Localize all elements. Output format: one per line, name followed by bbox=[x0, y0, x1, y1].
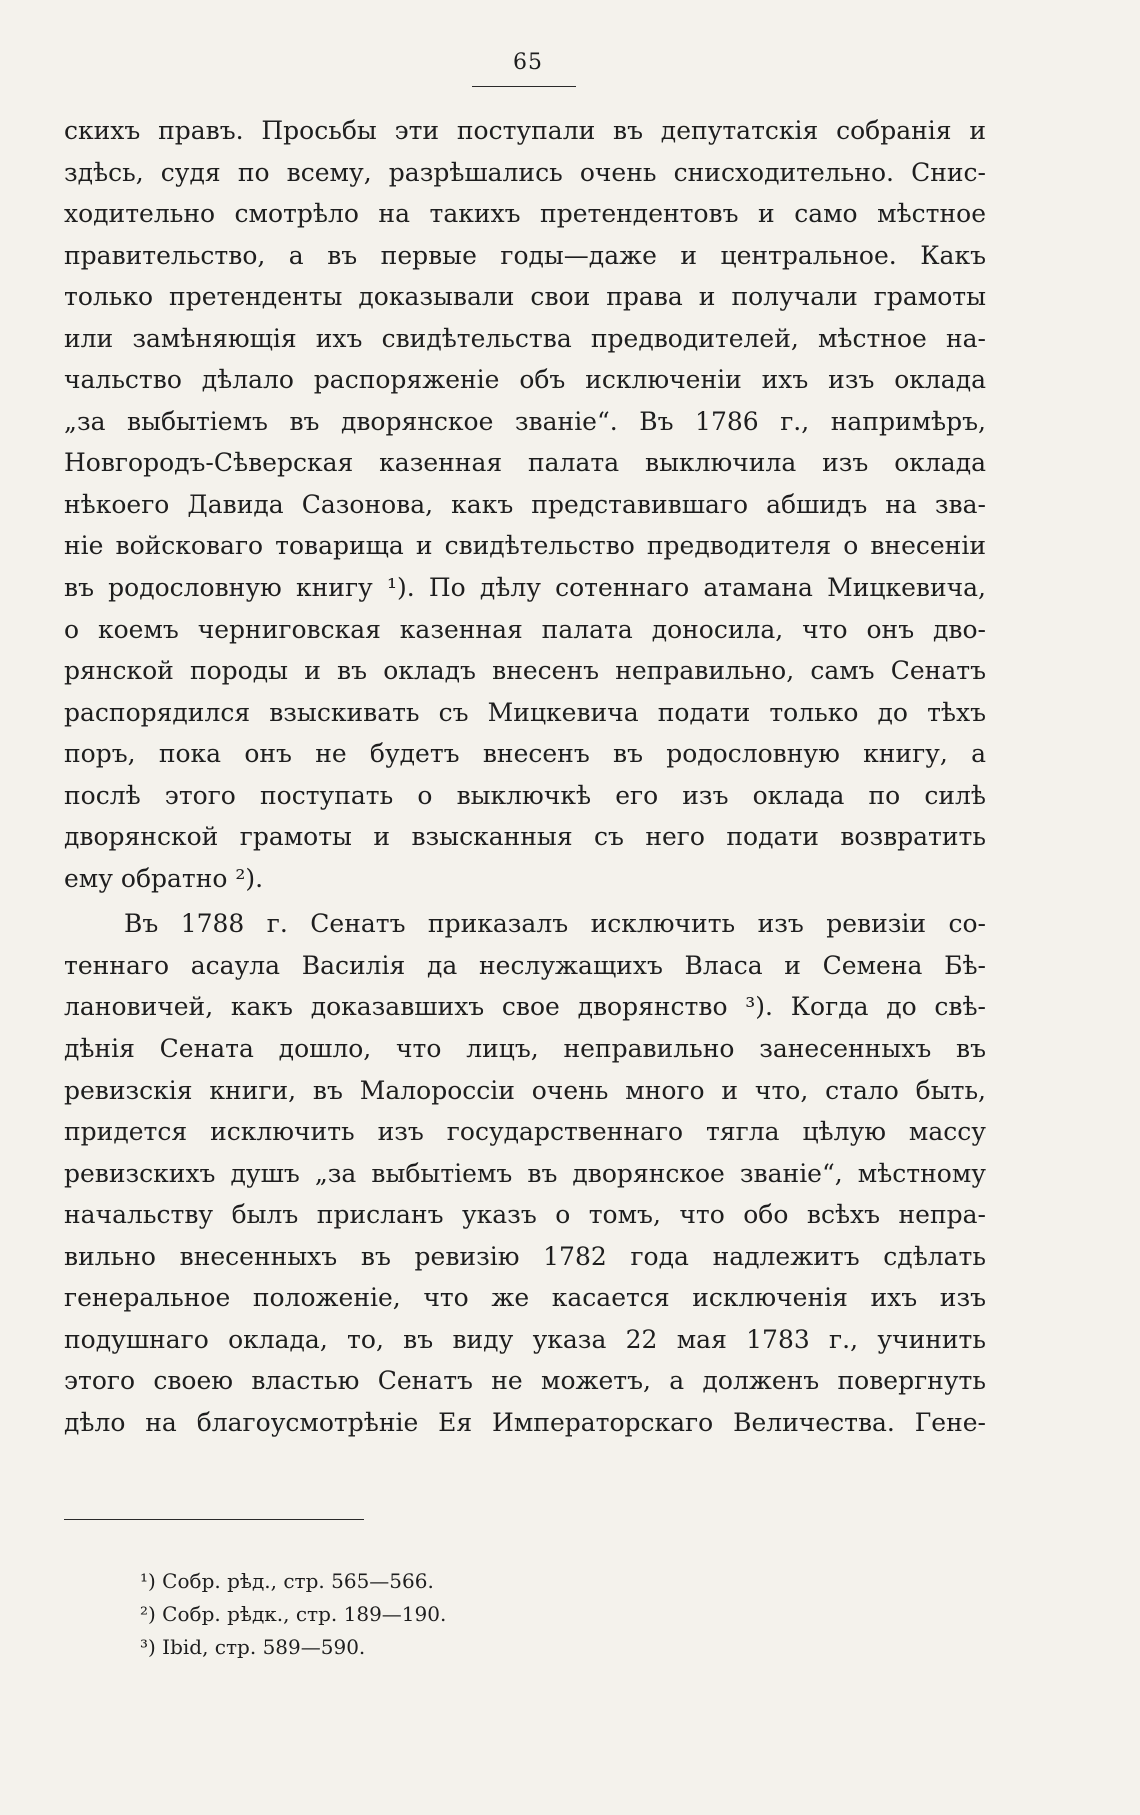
footnote: ³) Ibid, стр. 589—590. bbox=[140, 1635, 366, 1659]
text-line: распорядился взыскивать съ Мицкевича подати только до тѣхъ bbox=[64, 697, 986, 727]
text-line: вильно внесенныхъ въ ревизію 1782 года надлежитъ сдѣлать bbox=[64, 1241, 986, 1271]
text-line: этого своею властью Сенатъ не можетъ, а долженъ повергнуть bbox=[64, 1366, 986, 1396]
text-line: дѣло на благоусмотрѣніе Ея Императорскаго Величества. Гене- bbox=[64, 1407, 986, 1437]
text-line: подушнаго оклада, то, въ виду указа 22 мая 1783 г., учинить bbox=[64, 1324, 986, 1354]
footnote-separator bbox=[64, 1519, 364, 1520]
text-line: ніе войсковаго товарища и свидѣтельство предводителя о внесеніи bbox=[64, 531, 986, 561]
text-line: лановичей, какъ доказавшихъ свое дворянство ³). Когда до свѣ- bbox=[64, 992, 986, 1022]
text-line: теннаго асаула Василія да неслужащихъ Власа и Семена Бѣ- bbox=[64, 950, 986, 980]
text-line: ходительно смотрѣло на такихъ претендентовъ и само мѣстное bbox=[64, 199, 986, 229]
text-line: дѣнія Сената дошло, что лицъ, неправильно занесенныхъ въ bbox=[64, 1034, 986, 1064]
text-line: ревизскихъ душъ „за выбытіемъ въ дворянское званіе“, мѣстному bbox=[64, 1158, 986, 1188]
text-line: рянской породы и въ окладъ внесенъ неправильно, самъ Сенатъ bbox=[64, 656, 986, 686]
text-line: нѣкоего Давида Сазонова, какъ представившаго абшидъ на зва- bbox=[64, 489, 986, 519]
text-line: поръ, пока онъ не будетъ внесенъ въ родословную книгу, а bbox=[64, 739, 986, 769]
text-line: здѣсь, судя по всему, разрѣшались очень снисходительно. Снис- bbox=[64, 157, 986, 187]
text-line: генеральное положеніе, что же касается исключенія ихъ изъ bbox=[64, 1283, 986, 1313]
page-number-rule bbox=[472, 86, 576, 87]
text-line: о коемъ черниговская казенная палата доносила, что онъ дво- bbox=[64, 614, 986, 644]
text-line: скихъ правъ. Просьбы эти поступали въ депутатскія собранія и bbox=[64, 116, 986, 145]
text-line: начальству былъ присланъ указъ о томъ, что обо всѣхъ непра- bbox=[64, 1200, 986, 1230]
text-line: чальство дѣлало распоряженіе объ исключеніи ихъ изъ оклада bbox=[64, 365, 986, 395]
footnote: ²) Собр. рѣдк., стр. 189—190. bbox=[140, 1602, 447, 1626]
text-line: ему обратно ²). bbox=[64, 863, 264, 893]
text-line: только претенденты доказывали свои права и получали грамоты bbox=[64, 282, 986, 312]
page-number: 65 bbox=[513, 50, 543, 75]
text-line: Новгородъ-Сѣверская казенная палата выключила изъ оклада bbox=[64, 448, 986, 478]
text-line: дворянской грамоты и взысканныя съ него подати возвратить bbox=[64, 822, 986, 852]
text-line: „за выбытіемъ въ дворянское званіе“. Въ 1786 г., напримѣръ, bbox=[64, 406, 986, 436]
text-line: придется исключить изъ государственнаго тягла цѣлую массу bbox=[64, 1117, 986, 1147]
body-text bbox=[64, 110, 986, 1444]
text-line: послѣ этого поступать о выключкѣ его изъ оклада по силѣ bbox=[64, 780, 986, 810]
footnotes bbox=[140, 1565, 840, 1664]
text-line: въ родословную книгу ¹). По дѣлу сотеннаго атамана Мицкевича, bbox=[64, 573, 986, 603]
text-line: правительство, а въ первые годы—даже и центральное. Какъ bbox=[64, 240, 986, 270]
paragraph-first-line: Въ 1788 г. Сенатъ приказалъ исключить изъ ревизіи со- bbox=[124, 909, 986, 939]
footnote: ¹) Собр. рѣд., стр. 565—566. bbox=[140, 1569, 434, 1593]
text-line: или замѣняющія ихъ свидѣтельства предводителей, мѣстное на- bbox=[64, 323, 986, 353]
text-line: ревизскія книги, въ Малороссіи очень много и что, стало быть, bbox=[64, 1075, 986, 1105]
